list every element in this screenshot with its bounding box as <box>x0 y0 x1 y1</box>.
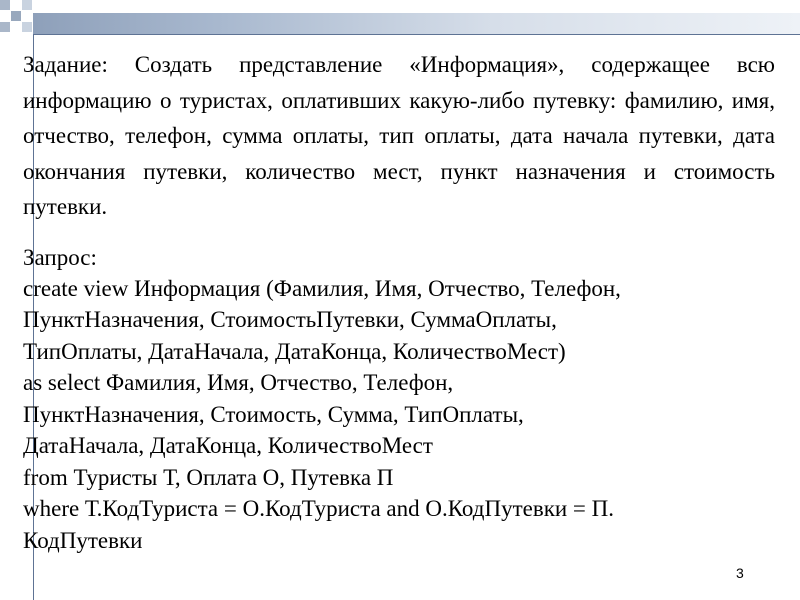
decor-square <box>22 0 32 10</box>
decor-square <box>0 0 10 10</box>
sql-line: ТипОплаты, ДатаНачала, ДатаКонца, КоличествоМест) <box>23 338 566 364</box>
sql-line: ДатаНачала, ДатаКонца, КоличествоМест <box>23 433 433 458</box>
sql-line: create view Информация (Фамилия, Имя, Отчество, Телефон, <box>23 275 621 301</box>
sql-line: ПунктНазначения, СтоимостьПутевки, СуммаОплаты, <box>23 307 557 332</box>
decor-square <box>11 11 21 21</box>
sql-line: as select Фамилия, Имя, Отчество, Телефон, <box>23 370 454 395</box>
sql-line: from Туристы Т, Оплата О, Путевка П <box>23 464 394 490</box>
sql-line: where Т.КодТуриста = О.КодТуриста and О.КодПутевки = П. <box>23 496 615 521</box>
decor-square <box>22 22 32 32</box>
sql-line: ПунктНазначения, Стоимость, Сумма, ТипОплаты, <box>23 401 524 427</box>
slide-page-number: 3 <box>736 565 744 581</box>
query-label: Запрос: <box>23 244 97 270</box>
task-paragraph: Задание: Создать представление «Информация», содержащее всю информацию о туристах, оплативших какую-либо путевку: фамилию, имя, отчество, телефон, сумма оплаты, тип оплаты, дата начала путевки, дата окончания путевки, количество мест, пункт назначения и стоимость путевки. <box>23 52 775 219</box>
sql-query-block <box>23 273 775 557</box>
sql-line: КодПутевки <box>23 527 143 553</box>
decor-square <box>0 22 10 32</box>
header-accent-bar <box>33 13 800 35</box>
header-divider-line <box>33 34 800 35</box>
slide-body <box>23 47 775 556</box>
